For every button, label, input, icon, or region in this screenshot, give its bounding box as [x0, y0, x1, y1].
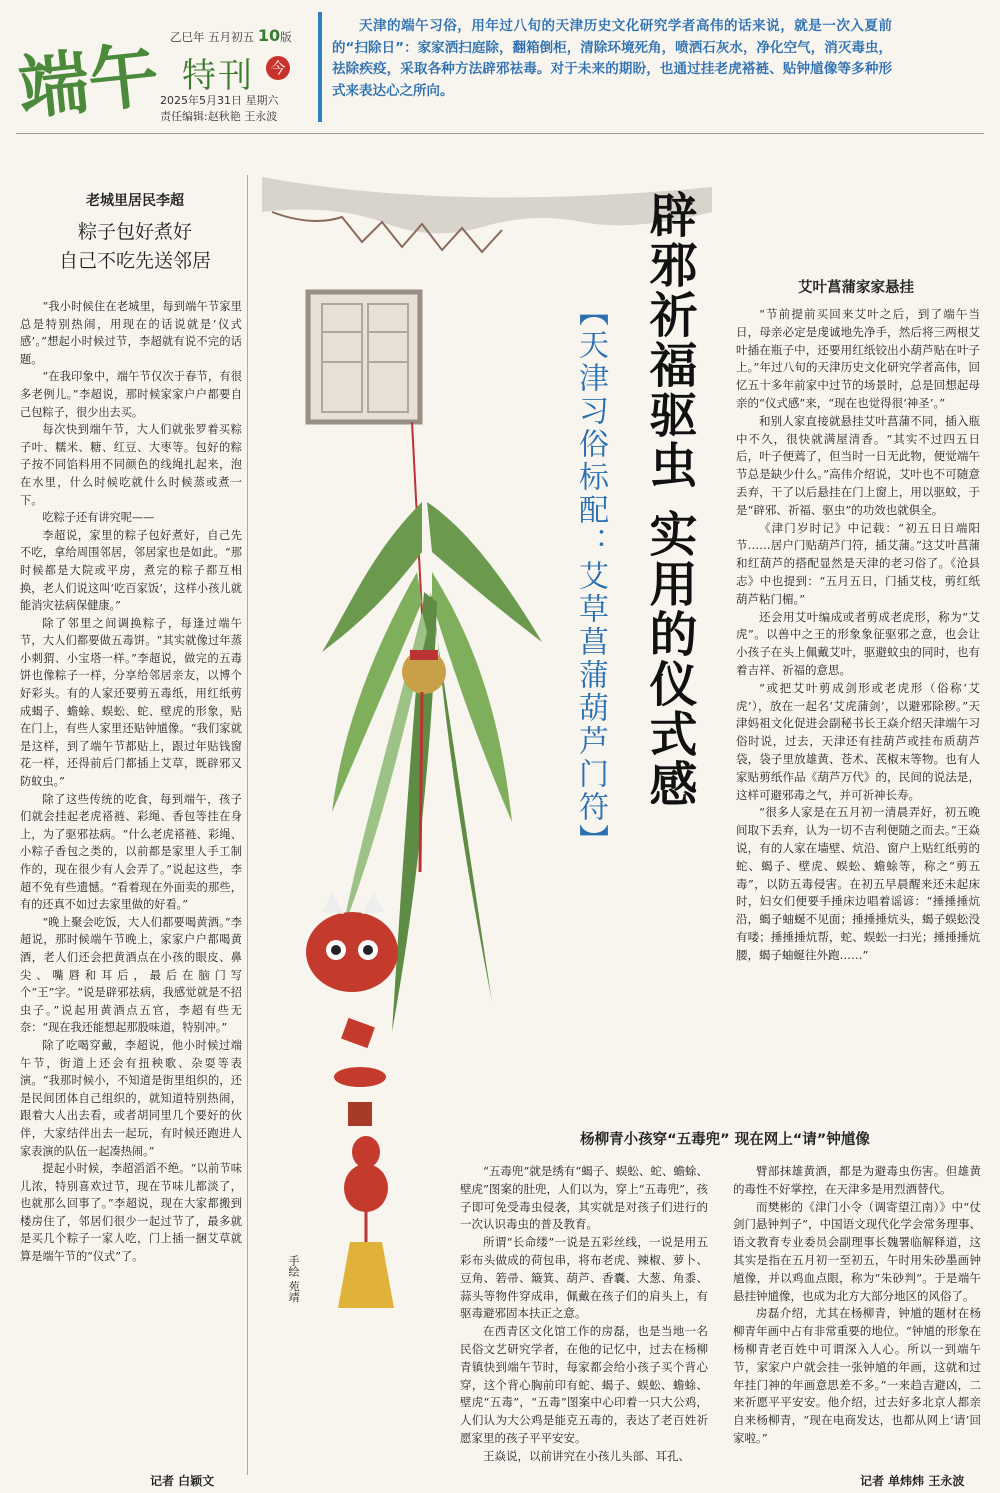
left-title-line1: 粽子包好煮好	[77, 221, 192, 243]
paragraph: 提起小时候，李超滔滔不绝。“以前节味儿浓，特别喜欢过节，现在节味儿都淡了，也就那么回事了。”李超说，现在大家都搬到楼房住了，邻居们很少一起过节了，最多就是买几个粽子一家人吃，门上插一捆艾草就算是端午节的“仪式”了。	[20, 1162, 242, 1264]
charm-pouch-icon	[341, 1018, 375, 1048]
left-article-body	[20, 298, 242, 1266]
paragraph: 每次快到端午节，大人们就张罗着买粽子叶、糯米、糖、红豆、大枣等。包好的粽子按不同馅料用不同颜色的线绳扎起来，泡在水里，什么时候吃就什么时候蒸或煮一下。	[20, 423, 242, 507]
window-lattice-icon	[308, 292, 420, 422]
paragraph: “在我印象中，端午节仅次于春节，有很多老例儿。”李超说，那时候家家户户都要自己包粽子，很少出去买。	[20, 370, 242, 419]
yellow-tassel-icon	[338, 1242, 394, 1308]
illustration-gourd-tassel	[320, 1132, 440, 1312]
paragraph: “很多人家是在五月初一清晨弄好，初五晚间取下丢弃，认为一切不吉利便随之而去。”王焱说，有的人家在墙壁、炕沿、窗户上贴红纸剪的蛇、蝎子、壁虎、蜈蚣、蟾蜍等，称之“剪五毒”，以防五毒侵害。在初五早晨醒来还未起床时，妇女们便要手捶床边唱着谣谚：“捶捶捶炕沿，蝎子蚰蜒不见面；捶捶捶炕头，蝎子蜈蚣没有喽；捶捶捶炕帮，蛇、蜈蚣一扫光；捶捶捶炕腰，蝎子蚰蜒往外跑……”	[736, 805, 980, 962]
logo-text: 端午	[14, 32, 163, 131]
gourd-bottom-icon	[344, 1164, 388, 1212]
paragraph: 除了这些传统的吃食，每到端午，孩子们就会挂起老虎褡裢、彩绳、香包等挂在身上，为了驱邪祛病。“什么老虎褡裢、彩绳、小粽子香包之类的，以前都是家里人手工制作的，现在很少有人会弄了。”说起这些，李超不免有些遗憾。“看着现在外面卖的那些，有的还真不如过去家里做的好看。”	[20, 792, 242, 912]
paragraph: “晚上聚会吃饭，大人们都要喝黄酒。”李超说，那时候端午节晚上，家家户户都喝黄酒，老人们还会把黄酒点在小孩的眼皮、鼻尖、嘴唇和耳后，最后在脑门写个“王”字。“说是辟邪祛病，我感觉就是不招虫子。”说起用黄酒点五官，李超有些无奈：“现在我还能想起那股味道，特别冲。”	[20, 915, 242, 1035]
paragraph: “五毒兜”就是绣有“蝎子、蜈蚣、蛇、蟾蜍、壁虎”图案的肚兜，人们以为，穿上“五毒兜”，孩子即可免受毒虫侵袭，其实就是对孩子们进行的一次认识毒虫的普及教育。	[460, 1164, 708, 1232]
lead-paragraph: 天津的端午习俗，用年过八旬的天津历史文化研究学者高伟的话来说，就是一次入夏前的“扫除日”：家家洒扫庭除，翻箱倒柜，清除环境死角，喷洒石灰水，净化空气，消灭毒虫，祛除疾疫，采取各种方法辟邪祛毒。对于未来的期盼，也通过挂老虎褡裢、贴钟馗像等多种形式来表达心之所向。	[332, 18, 892, 99]
paragraph: 在西青区文化馆工作的房磊，也是当地一名民俗文艺研究学者，在他的记忆中，过去在杨柳青镇快到端午节时，每家都会给小孩子买个背心穿，这个背心胸前印有蛇、蝎子、蜈蚣、蟾蜍、壁虎“五毒”，“五毒”图案中心印着一只大公鸡，人们认为大公鸡是能克五毒的，表达了老百姓祈愿家里的孩子平平安安。	[460, 1324, 708, 1445]
masthead-logo	[14, 18, 163, 131]
special-label: 特刊	[182, 56, 254, 96]
paragraph: “节前提前买回来艾叶之后，到了端午当日，母亲必定是虔诚地先净手，然后将三两根艾叶插在瓶子中，还要用红纸铰出小葫芦贴在叶子上。”年过八旬的天津历史文化研究学者高伟，回忆五十多年前家中过节的场景时，总是回想起母亲的“仪式感”来，“现在也觉得很‘神圣’。”	[736, 307, 980, 410]
paragraph: 而樊彬的《津门小令（调寄望江南）》中“仗剑门悬钟判子”，中国语文现代化学会常务理事、语文教育专业委员会副理事长魏署临解释道，这其实是指在五月初一至初五，午时用朱砂墨画钟馗像，并以鸡血点眼，称为“朱砂判”。于是端午悬挂钟馗像，也成为北方大部分地区的风俗了。	[733, 1199, 981, 1303]
paragraph: 除了邻里之间调换粽子，每逢过端午节，大人们都要做五毒饼。“其实就像过年蒸小刺猬、小宝塔一样。”李超说，做完的五毒饼也像粽子一样，分享给邻居亲友，以博个好彩头。有的人家还要剪五毒纸，用红纸剪成蝎子、蟾蜍、蜈蚣、蛇、壁虎的形象，贴在门上，有些人家里还贴钟馗像。“我们家就是这样，到了端午节都贴上，跟过年贴钱窗花一样，还得前后门都插上艾草，既辟邪又防蚊虫。”	[20, 616, 242, 789]
paragraph: 和别人家直接就悬挂艾叶菖蒲不同，插入瓶中不久，很快就满屋清香。“其实不过四五日后，叶子便蔫了，但当时一日无此物，便觉端午节总是缺少什么。”高伟介绍说，艾叶也不可随意丢弃，干了以后悬挂在门上窗上，用以驱蚊，于是“辟邪、祈福、驱虫”的功效也就俱全。	[736, 413, 980, 517]
tiger-head-icon	[306, 892, 398, 992]
left-byline: 记者 白颖文	[150, 1474, 215, 1488]
paragraph: 除了吃喝穿戴，李超说，他小时候过端午节，街道上还会有扭秧歌、杂耍等表演。“我那时候小，不知道是街里组织的，还是民间团体自己组织的，就知道特别热闹，跟着大人出去看，或者胡同里几个要好的伙伴，大家结伴出去一起玩，有时候还跑进人家表演的队伍一起凑热闹。”	[20, 1038, 242, 1158]
fish-charm-icon	[348, 1102, 372, 1126]
paragraph: 李超说，家里的粽子包好煮好，自己先不吃，拿给周围邻居，邻居家也是如此。“那时候都是大院或平房，煮完的粽子都互相换，老人们说这叫‘吃百家饭’，这样小孩儿就能消灾祛病保健康。”	[20, 528, 242, 613]
paragraph: 《津门岁时记》中记载：“初五日日端阳节……居户门贴葫芦门符，插艾蒲。”这艾叶菖蒲和红葫芦的搭配显然是天津的老习俗了。《沧县志》中也提到：“五月五日，门插艾枝，剪红纸葫芦粘门楣。”	[736, 520, 980, 606]
headline-sub: 【天津习俗标配：艾草菖蒲葫芦门符】	[573, 296, 608, 857]
bottom-title: 杨柳青小孩穿“五毒兜” 现在网上“请”钟馗像	[580, 1132, 870, 1148]
right-article-body	[736, 306, 980, 964]
editors: 责任编辑:赵秋艳 王永波	[160, 110, 278, 123]
paragraph: 臂部抹雄黄酒，都是为避毒虫伤害。但雄黄的毒性不好掌控，在天津多是用烈酒替代。	[733, 1164, 981, 1196]
lead-accent-bar	[318, 12, 322, 122]
issue-date-lunar: 乙巳年 五月初五 10版	[170, 26, 292, 45]
headline-main: 辟邪祈福驱虫 实用的仪式感	[641, 190, 697, 809]
paragraph: “我小时候住在老城里，每到端午节家里总是特别热闹，用现在的话说就是‘仪式感’。”想起小时候过节，李超就有说不完的话题。	[20, 300, 242, 366]
bottom-article-col1	[460, 1163, 708, 1466]
jin-seal-icon: 今	[266, 56, 290, 80]
gourd-top-icon	[352, 1136, 380, 1168]
issue-date: 2025年5月31日 星期六	[160, 94, 279, 107]
paragraph: 王焱说，以前讲究在小孩儿头部、耳孔、	[483, 1448, 690, 1463]
page-number: 10	[257, 26, 281, 45]
bottom-byline: 记者 单炜炜 王永波	[860, 1474, 965, 1488]
bottom-article-col2	[733, 1163, 981, 1448]
artist-credit: 手绘 苑靖	[287, 1255, 300, 1303]
paragraph: “或把艾叶剪成剑形或老虎形（俗称‘艾虎’），放在一起名‘艾虎蒲剑’，以避邪除秽。”天津妈祖文化促进会副秘书长王焱介绍天津端午习俗时说，过去，天津还有挂葫芦或挂布质葫芦袋，袋子里放雄黄、苍术、芪椒末等物。也有人家贴剪纸作品《葫芦万代》的，民间的说法是，这样可避邪毒之气，并可祈神长寿。	[736, 680, 980, 802]
column-divider	[247, 175, 248, 1475]
paragraph: 还会用艾叶编成或者剪成老虎形，称为“艾虎”。以兽中之王的形象象征驱邪之意，也会让小孩子在头上佩戴艾叶，驱避蚊虫的同时，也有着吉祥、祈福的意思。	[736, 609, 980, 677]
paragraph: 所谓“长命缕”一说是五彩丝线，一说是用五彩布头做成的荷包串，将布老虎、辣椒、萝卜、豆角、箬帚、簸箕、葫芦、香囊、大葱、角黍、蒜头等物件穿成串，佩戴在孩子们的肩头上，有驱毒避邪固本扶正之意。	[460, 1235, 708, 1321]
masthead-divider	[16, 133, 984, 134]
pepper-charm-icon	[334, 1067, 386, 1087]
paragraph: 吃粽子还有讲究呢——	[42, 511, 155, 525]
right-title: 艾叶菖蒲家家悬挂	[798, 280, 914, 296]
left-title-line2: 自己不吃先送邻居	[58, 250, 211, 272]
paragraph: 房磊介绍，尤其在杨柳青，钟馗的题材在杨柳青年画中占有非常重要的地位。“钟馗的形象在杨柳青老百姓中可谓深入人心。所以一到端午节，家家户户就会挂一张钟馗的年画，这就和过年挂门神的年画意思差不多。”一来趋吉避凶，二来祈愿平平安安。他介绍，过去好多北京人都亲自来杨柳青，“现在电商发达，也都从网上‘请’回家啦。”	[733, 1306, 981, 1445]
left-kicker: 老城里居民李超	[86, 193, 184, 209]
